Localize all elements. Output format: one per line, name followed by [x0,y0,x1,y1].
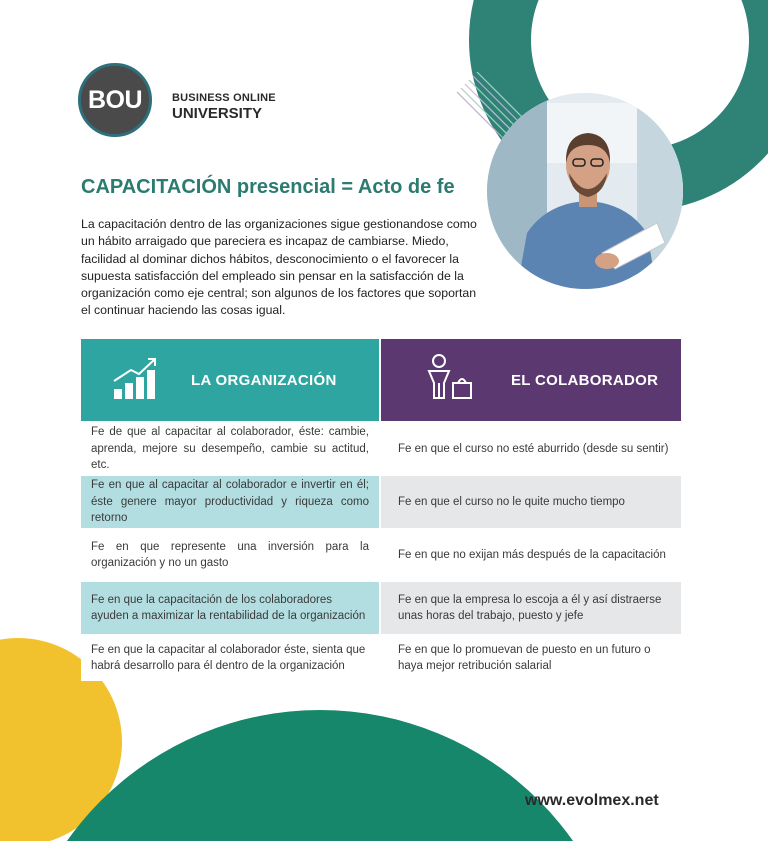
header-collaborator-label: EL COLABORADOR [511,371,659,389]
logo-text: BOU [87,85,143,114]
organization-cell-text: Fe en que represente una inversión para la organización y no un gasto [91,540,369,569]
website-url[interactable]: www.evolmex.net [525,792,659,809]
brand-line-2: UNIVERSITY [172,105,263,122]
collaborator-cell-text: Fe en que el curso no esté aburrido (desde su sentir) [398,442,669,455]
organization-cell-4 [81,582,379,634]
organization-cell-text: Fe en que la capacitación de los colaboradores ayuden a maximizar la rentabilidad de la organización [91,593,366,622]
brand-name [172,93,276,121]
header-collaborator [381,339,681,421]
collaborator-cell-5 [381,635,681,681]
growth-chart-icon [111,353,161,408]
organization-cell-5 [81,635,379,681]
organization-cell-text: Fe de que al capacitar al colaborador, éste: cambie, aprenda, mejore su desempeño, cambie su actitud, etc. [91,426,369,472]
collaborator-cell-3 [381,529,681,581]
collaborator-cell-2 [381,476,681,528]
header-organization-label: LA ORGANIZACIÓN [191,371,337,389]
organization-cell-text: Fe en que al capacitar al colaborador e invertir en él; éste genere mayor productividad y riqueza como retorno [91,479,369,525]
brand-line-1: BUSINESS ONLINE [172,92,276,104]
collaborator-cell-text: Fe en que lo promuevan de puesto en un futuro o haya mejor retribución salarial [398,643,651,672]
page-title: CAPACITACIÓN presencial = Acto de fe [81,176,455,198]
collaborator-cell-text: Fe en que no exijan más después de la capacitación [398,548,666,561]
bou-logo [78,63,152,137]
organization-cell-text: Fe en que la capacitar al colaborador éste, sienta que habrá desarrollo para él dentro de la organización [91,643,366,672]
collaborator-cell-4 [381,582,681,634]
organization-cell-3 [81,529,379,581]
organization-cell-2 [81,476,379,528]
collaborator-cell-text: Fe en que el curso no le quite mucho tiempo [398,495,625,508]
person-with-bag-icon [425,353,475,408]
businessman-photo [487,93,683,289]
header-organization [81,339,379,421]
collaborator-cell-text: Fe en que la empresa lo escoja a él y así distraerse unas horas del trabajo, puesto y jefe [398,593,662,622]
organization-cell-1 [81,423,379,475]
collaborator-cell-1 [381,423,681,475]
intro-paragraph: La capacitación dentro de las organizaciones sigue gestionandose como un hábito arraigado que pareciera es incapaz de cambiarse. Miedo, facilidad al dominar dichos hábitos, desconocimiento o el favorecer la supuesta satisfacción del empleado sin pensar en la satisfacción de la organización como eje central; son algunos de los factores que soportan el continuar haciendo las cosas igual. [81,217,477,318]
